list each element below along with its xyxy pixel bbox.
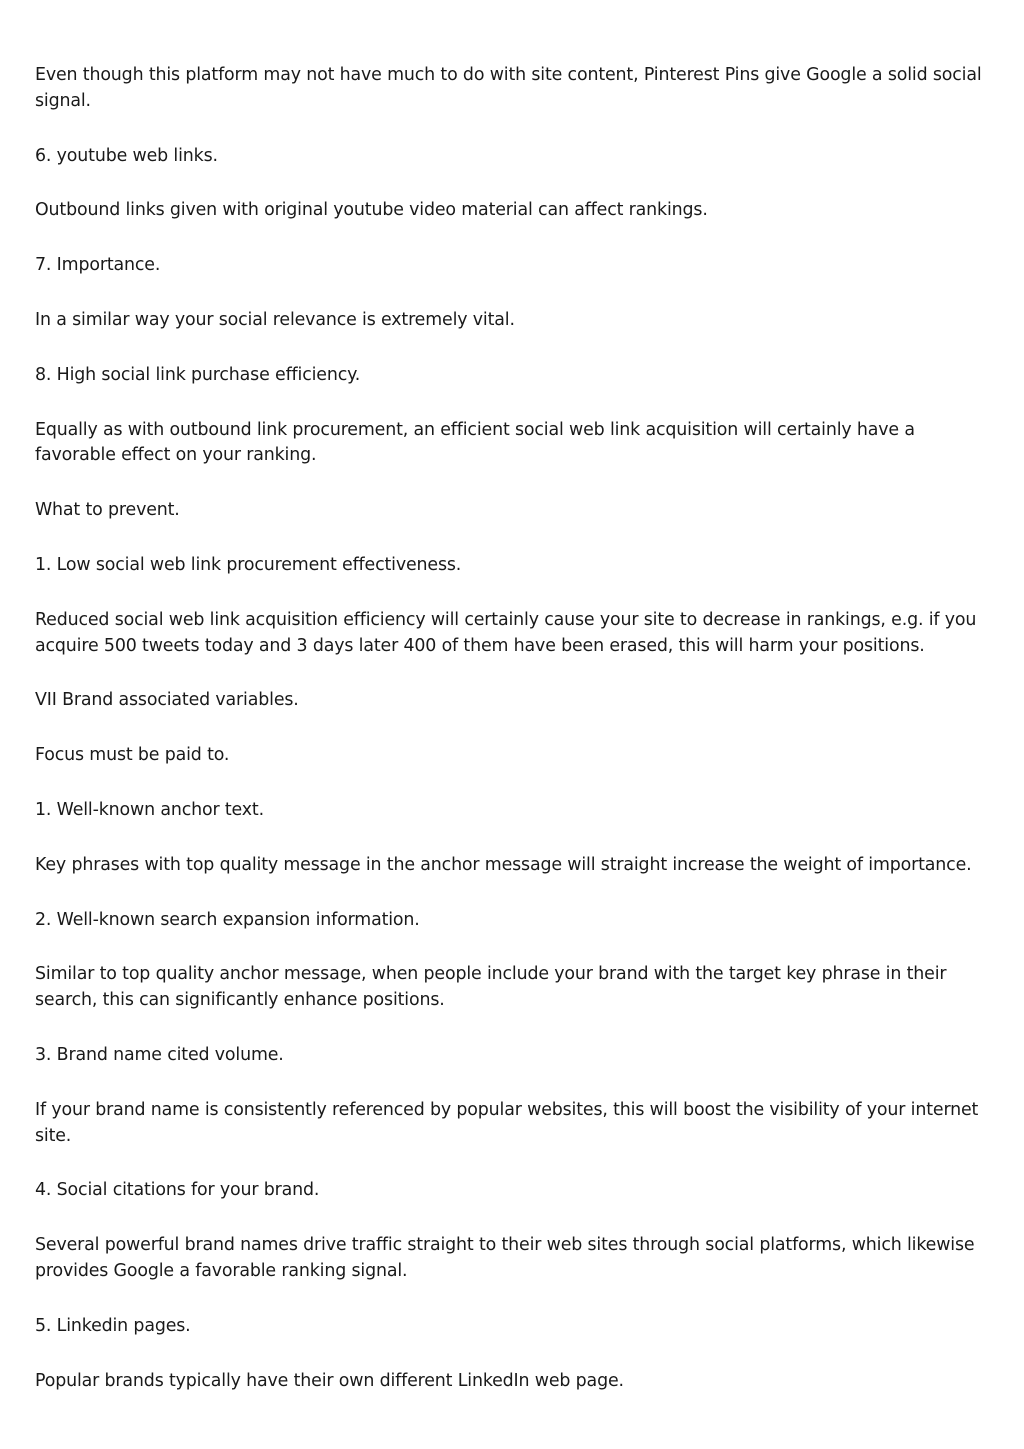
document-body: [35, 63, 995, 1423]
section-heading: VII Brand associated variables.: [35, 690, 299, 711]
list-heading: 3. Brand name cited volume.: [35, 1044, 284, 1065]
list-heading: 5. Linkedin pages.: [35, 1315, 191, 1336]
paragraph: If your brand name is consistently referenced by popular websites, this will boost the visibility of your internet site.: [35, 1099, 979, 1146]
list-heading: 7. Importance.: [35, 255, 161, 276]
list-heading: 6. youtube web links.: [35, 145, 218, 166]
section-heading: What to prevent.: [35, 500, 180, 521]
section-heading: Focus must be paid to.: [35, 745, 230, 766]
paragraph: Outbound links given with original youtube video material can affect rankings.: [35, 200, 708, 221]
list-heading: 8. High social link purchase efficiency.: [35, 364, 361, 385]
list-heading: 1. Low social web link procurement effectiveness.: [35, 554, 462, 575]
paragraph: Equally as with outbound link procurement, an efficient social web link acquisition will certainly have a favorable effect on your ranking.: [35, 419, 915, 466]
list-heading: 2. Well-known search expansion information.: [35, 909, 420, 930]
paragraph: In a similar way your social relevance is extremely vital.: [35, 309, 515, 330]
list-heading: 1. Well-known anchor text.: [35, 799, 264, 820]
list-heading: 4. Social citations for your brand.: [35, 1180, 320, 1201]
paragraph: Popular brands typically have their own different LinkedIn web page.: [35, 1370, 624, 1391]
paragraph: Several powerful brand names drive traffic straight to their web sites through social platforms, which likewise provides Google a favorable ranking signal.: [35, 1235, 975, 1281]
paragraph: Even though this platform may not have much to do with site content, Pinterest Pins give Google a solid social signal.: [35, 65, 982, 111]
paragraph: Key phrases with top quality message in the anchor message will straight increase the weight of importance.: [35, 854, 972, 875]
paragraph: Similar to top quality anchor message, when people include your brand with the target key phrase in their search, this can significantly enhance positions.: [35, 964, 947, 1011]
paragraph: Reduced social web link acquisition efficiency will certainly cause your site to decrease in rankings, e.g. if you acquire 500 tweets today and 3 days later 400 of them have been erased, this will harm your positions.: [35, 609, 977, 656]
